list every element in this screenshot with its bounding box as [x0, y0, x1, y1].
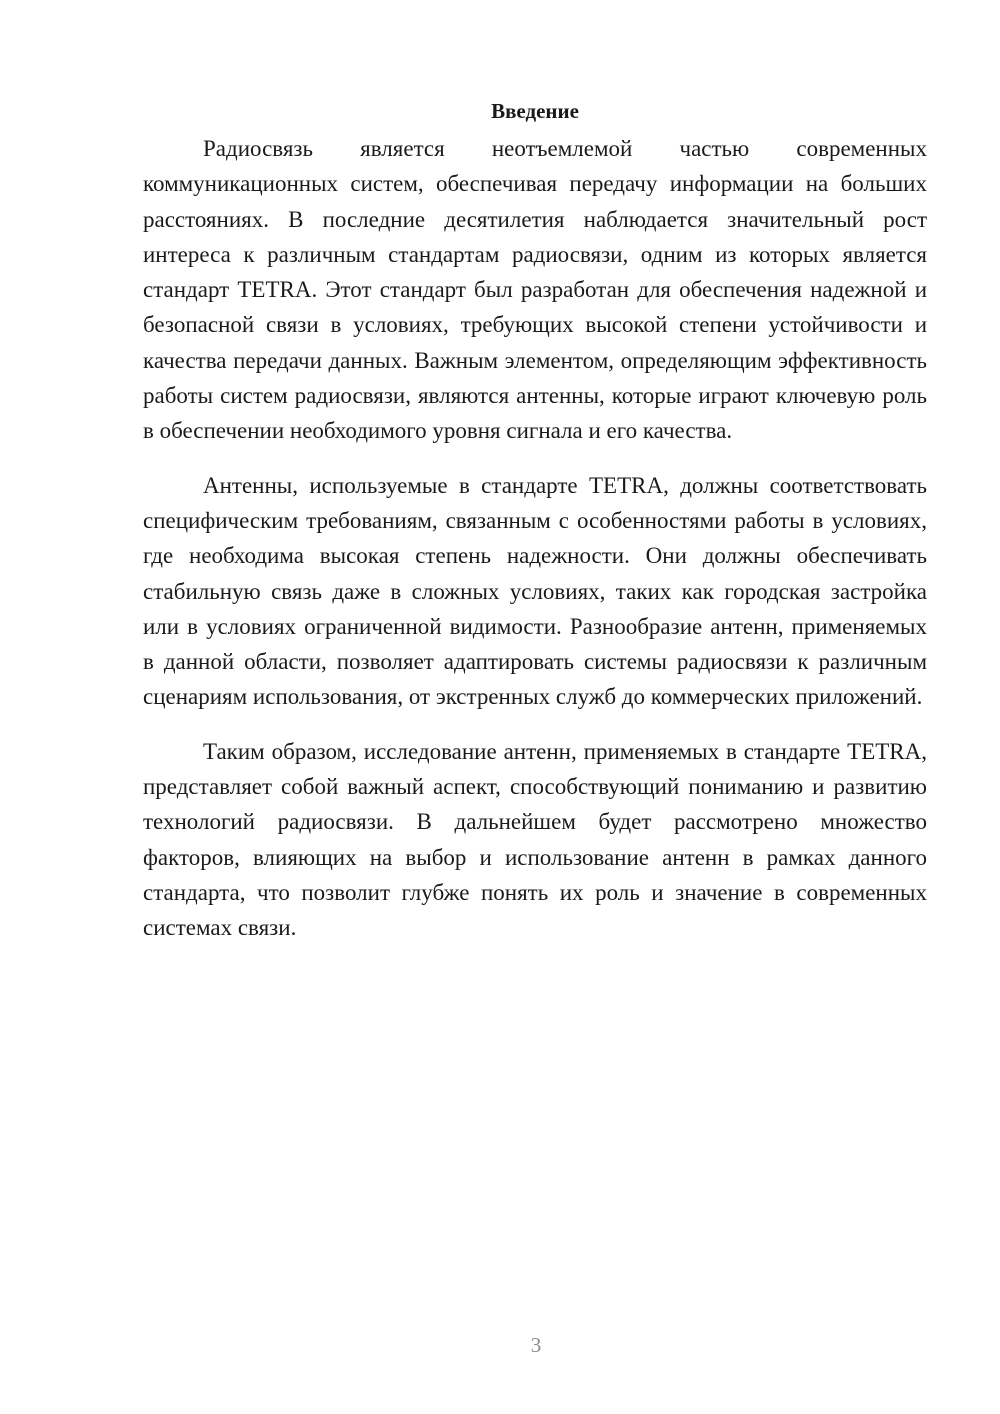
document-body [143, 95, 927, 965]
paragraph-2: Антенны, используемые в стандарте TETRA, должны соответствовать специфическим требованиям, связанным с особенностями работы в условиях, где необходима высокая степень надежности. Они должны обеспечивать стабильную связь даже в сложных условиях, таких как городская застройка или в условиях ограниченной видимости. Разнообразие антенн, применяемых в данной области, позволяет адаптировать системы радиосвязи к различным сценариям использования, от экстренных служб до коммерческих приложений. [143, 472, 927, 710]
page-number: 3 [530, 1333, 542, 1357]
section-title: Введение [491, 99, 579, 123]
paragraph-3: Таким образом, исследование антенн, применяемых в стандарте TETRA, представляет собой важный аспект, способствующий пониманию и развитию технологий радиосвязи. В дальнейшем будет рассмотрено множество факторов, влияющих на выбор и использование антенн в рамках данного стандарта, что позволит глубже понять их роль и значение в современных системах связи. [143, 738, 927, 941]
paragraph-1: Радиосвязь является неотъемлемой частью современных коммуникационных систем, обеспечивая передачу информации на больших расстояниях. В последние десятилетия наблюдается значительный рост интереса к различным стандартам радиосвязи, одним из которых является стандарт TETRA. Этот стандарт был разработан для обеспечения надежной и безопасной связи в условиях, требующих высокой степени устойчивости и качества передачи данных. Важным элементом, определяющим эффективность работы систем радиосвязи, являются антенны, которые играют ключевую роль в обеспечении необходимого уровня сигнала и его качества. [143, 136, 927, 444]
